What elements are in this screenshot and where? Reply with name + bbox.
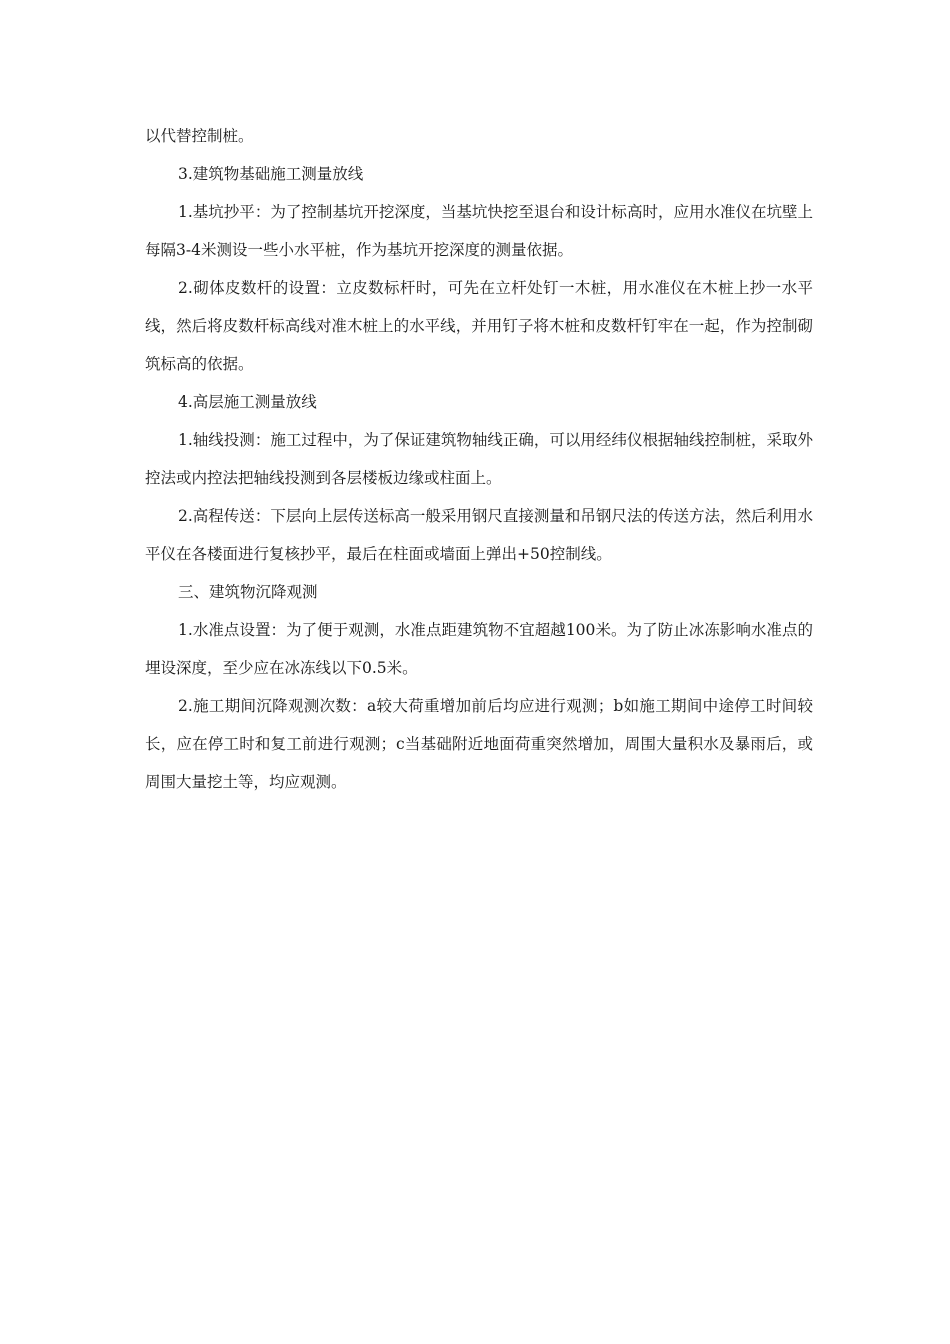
section-heading-highrise-survey: 4.高层施工测量放线 (178, 393, 317, 411)
paragraph-continuation: 以代替控制桩。 (145, 127, 254, 145)
paragraph-axis-projection: 1.轴线投测：施工过程中，为了保证建筑物轴线正确，可以用经纬仪根据轴线控制桩，采取外控法或内控法把轴线投测到各层楼板边缘或柱面上。 (145, 431, 813, 487)
section-heading-foundation-survey: 3.建筑物基础施工测量放线 (178, 165, 364, 183)
section-heading-settlement-observation: 三、建筑物沉降观测 (178, 583, 318, 601)
paragraph-elevation-transfer: 2.高程传送：下层向上层传送标高一般采用钢尺直接测量和吊钢尺法的传送方法，然后利用水平仪在各楼面进行复核抄平，最后在柱面或墙面上弹出+50控制线。 (145, 507, 813, 563)
paragraph-benchmark-setup: 1.水准点设置：为了便于观测，水准点距建筑物不宜超越100米。为了防止冰冻影响水准点的埋设深度，至少应在冰冻线以下0.5米。 (145, 621, 813, 677)
paragraph-pit-leveling: 1.基坑抄平：为了控制基坑开挖深度，当基坑快挖至退台和设计标高时，应用水准仪在坑壁上每隔3-4米测设一些小水平桩，作为基坑开挖深度的测量依据。 (145, 203, 813, 259)
document-body (145, 117, 813, 801)
paragraph-observation-frequency: 2.施工期间沉降观测次数：a较大荷重增加前后均应进行观测；b如施工期间中途停工时间较长，应在停工时和复工前进行观测；c当基础附近地面荷重突然增加，周围大量积水及暴雨后，或周围大量挖土等，均应观测。 (145, 697, 813, 791)
paragraph-story-rod-setup: 2.砌体皮数杆的设置：立皮数标杆时，可先在立杆处钉一木桩，用水准仪在木桩上抄一水平线，然后将皮数杆标高线对准木桩上的水平线，并用钉子将木桩和皮数杆钉牢在一起，作为控制砌筑标高的依据。 (145, 279, 813, 373)
